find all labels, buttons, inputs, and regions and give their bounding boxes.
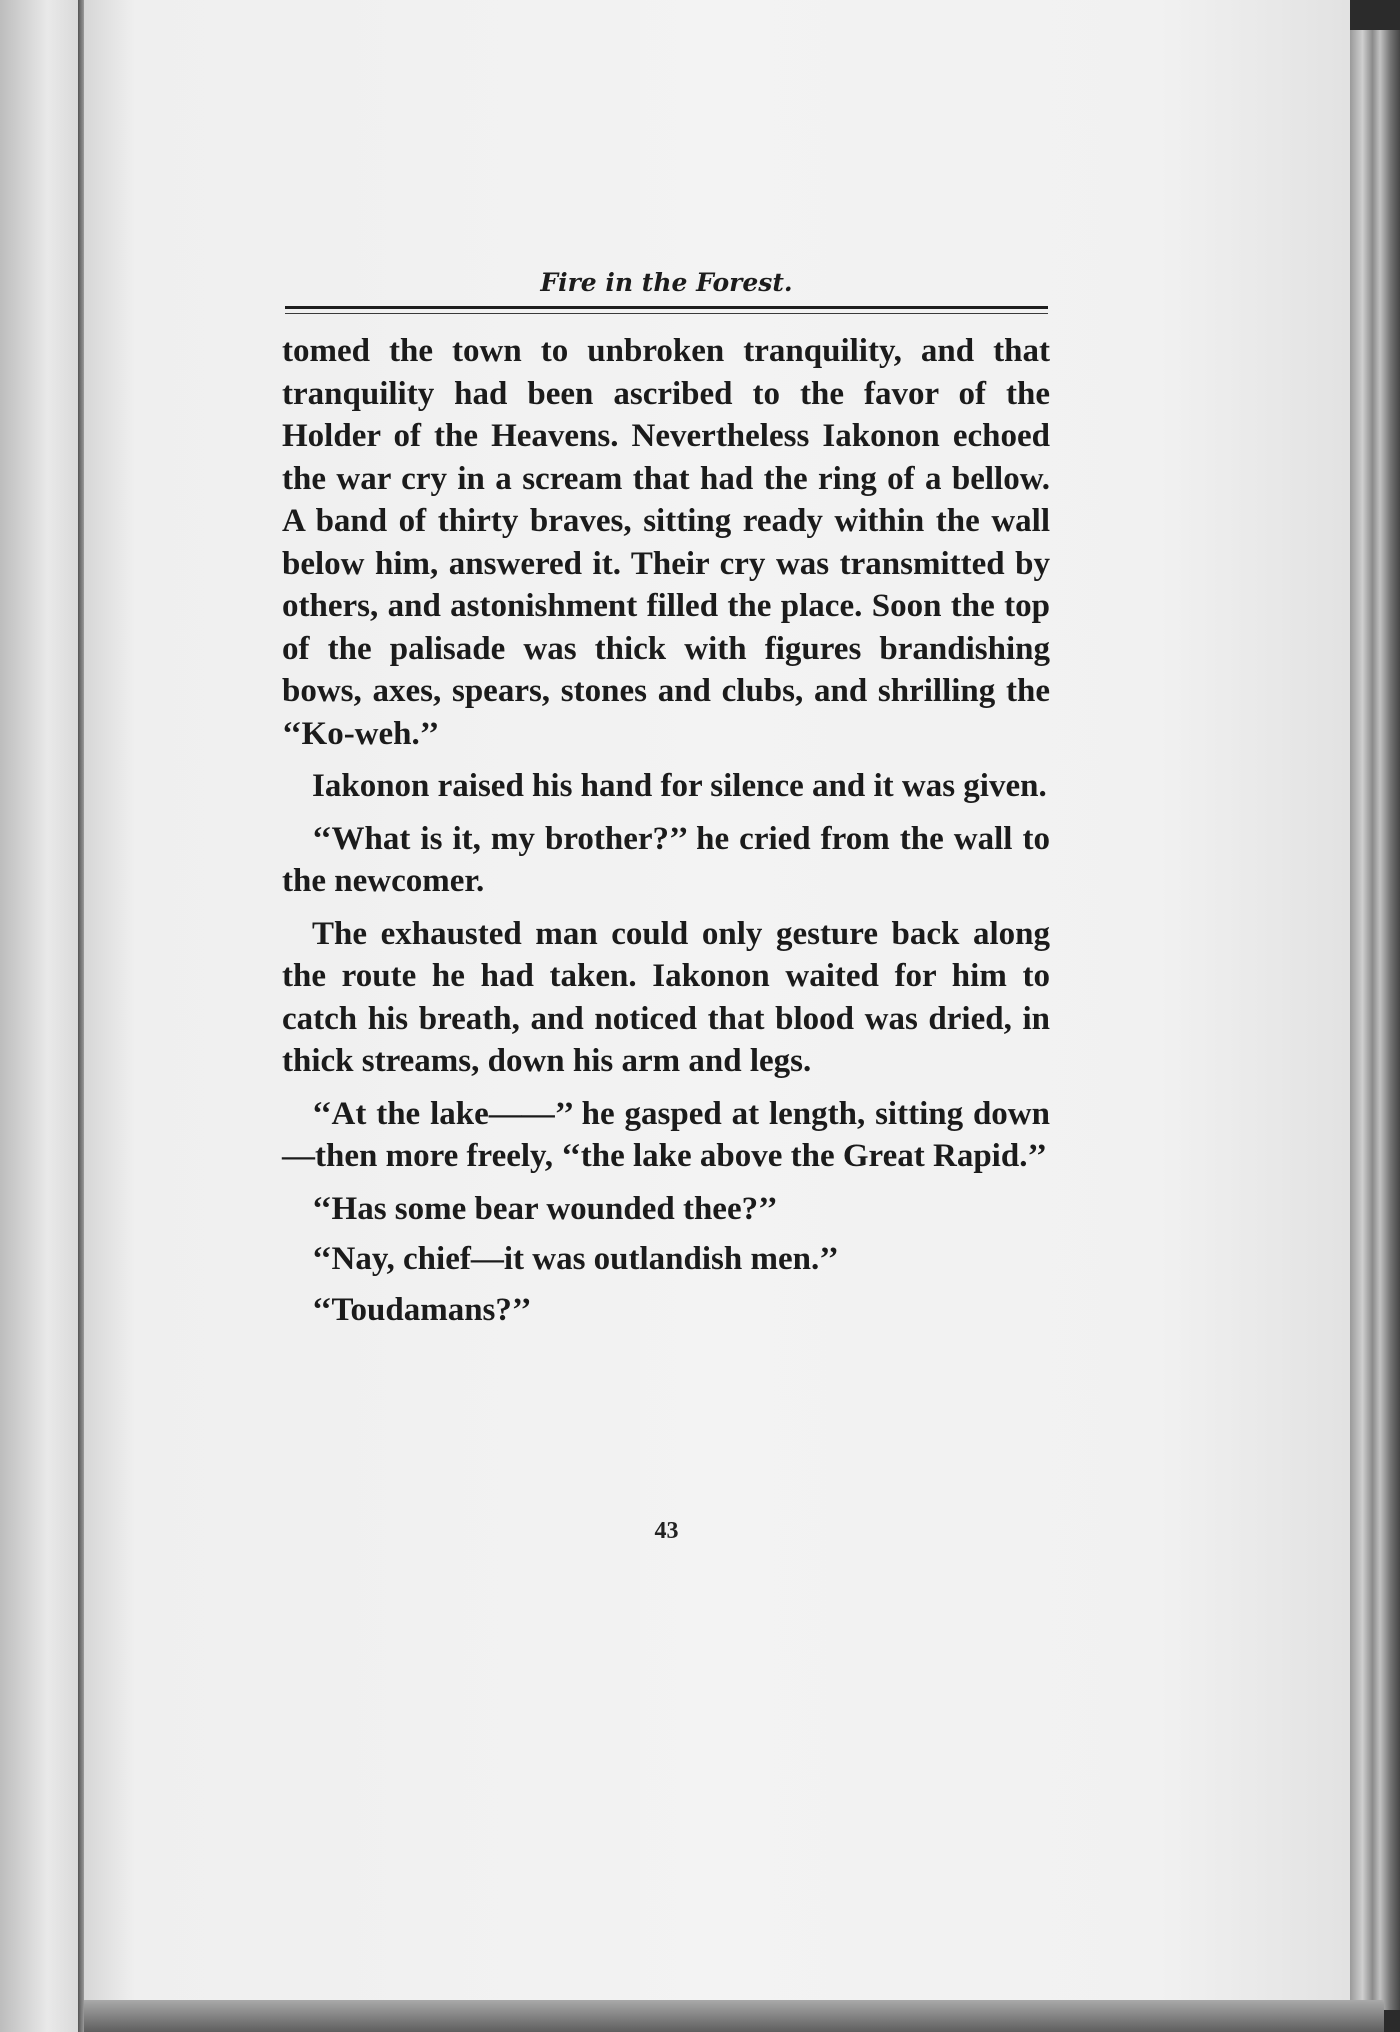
paragraph: ‘‘Toudamans?’’ bbox=[312, 1291, 532, 1328]
facing-page-edge bbox=[0, 0, 80, 2032]
page-bottom-shadow bbox=[84, 2000, 1384, 2032]
paragraph: ‘‘Has some bear wounded thee?’’ bbox=[312, 1190, 778, 1227]
paragraph: ‘‘Nay, chief—it was outlandish men.’’ bbox=[312, 1241, 839, 1277]
header-rule-thin bbox=[285, 313, 1048, 314]
page-stack-edge bbox=[1350, 30, 1400, 2010]
paragraph: ‘‘What is it, my brother?’’ he cried from the wall to the newcomer. bbox=[282, 820, 1050, 899]
header-rule-thick bbox=[285, 306, 1048, 309]
paragraph: ‘‘At the lake——’’ he gasped at length, sitting down—then more freely, ‘‘the lake above the Great Rapid.’’ bbox=[282, 1095, 1050, 1174]
page-number: 43 bbox=[654, 1518, 679, 1544]
body-text bbox=[282, 330, 1050, 1339]
paragraph: The exhausted man could only gesture back along the route he had taken. Iakonon waited for him to catch his breath, and noticed that blood was dried, in thick streams, down his arm and legs. bbox=[282, 915, 1050, 1079]
running-head: Fire in the Forest. bbox=[540, 268, 793, 297]
paragraph: Iakonon raised his hand for silence and it was given. bbox=[312, 768, 1047, 804]
paragraph: tomed the town to unbroken tranquility, and that tranquility had been ascribed to the favor of the Holder of the Heavens. Nevertheless Iakonon echoed the war cry in a scream that had the ring of a bellow. A band of thirty braves, sitting ready within the wall below him, answered it. Their cry was transmitted by others, and astonishment filled the place. Soon the top of the palisade was thick with figures brandishing bows, axes, spears, stones and clubs, and shrilling the ‘‘Ko-weh.’’ bbox=[282, 333, 1050, 752]
